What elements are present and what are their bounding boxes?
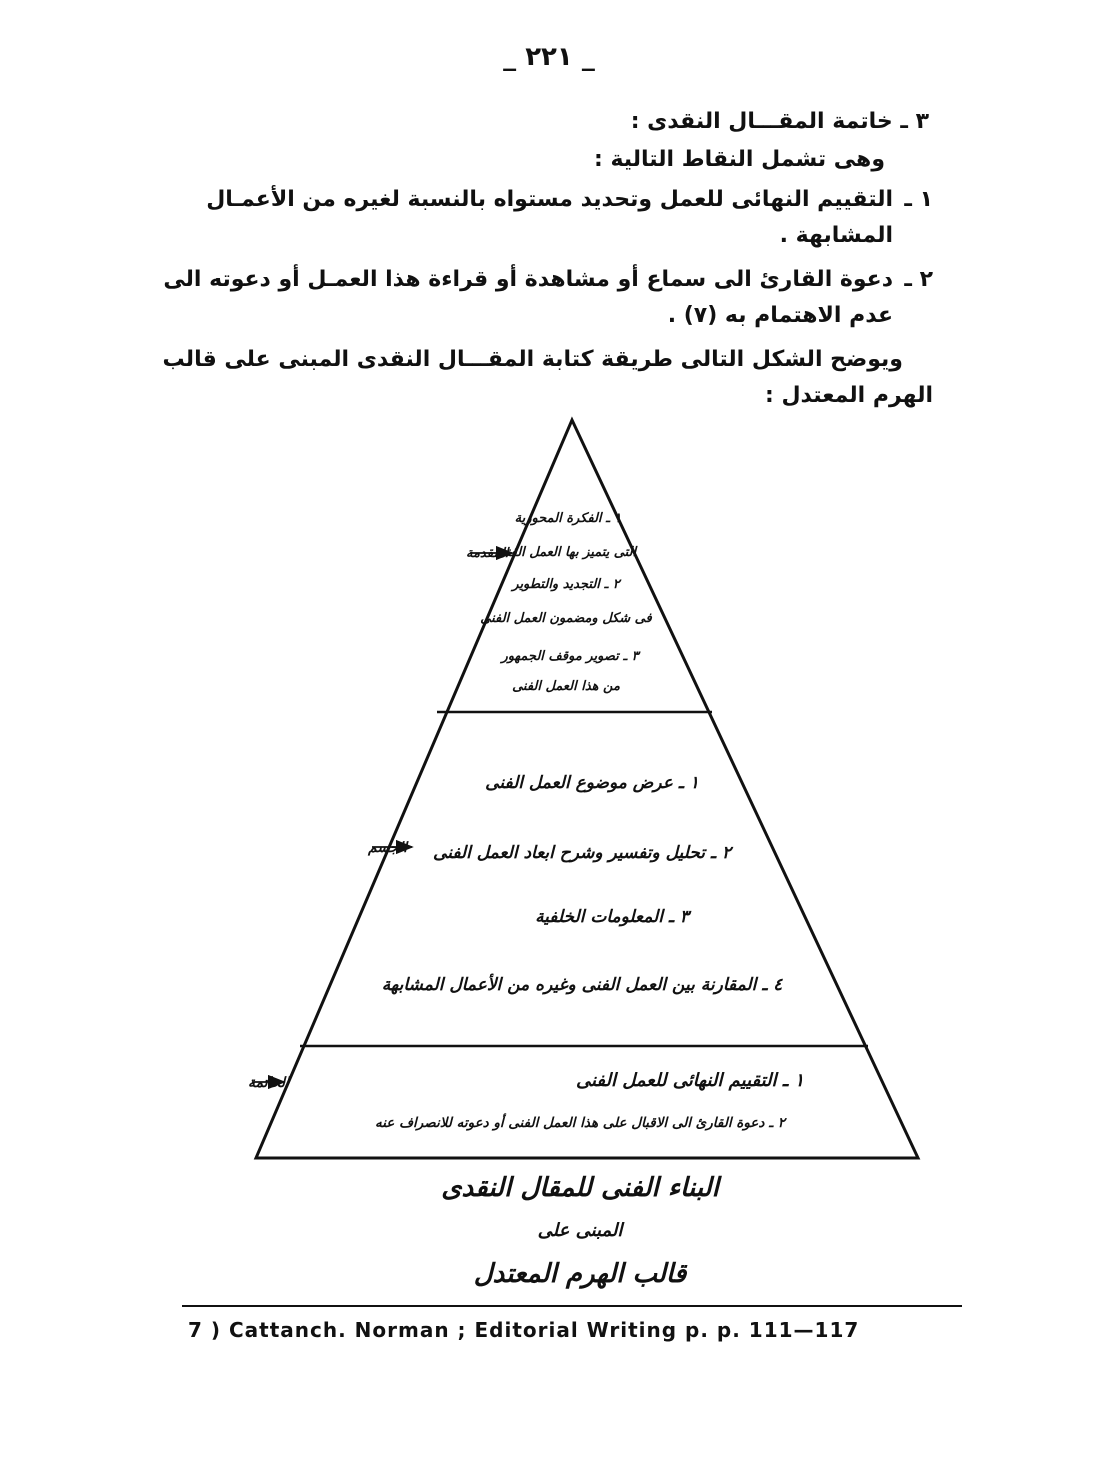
list-item-number: ٢ ـ — [904, 267, 933, 292]
body-line: ٢ ـ تحليل وتفسير وشرح ابعاد العمل الفنى — [433, 843, 731, 863]
footnote-divider — [182, 1305, 962, 1307]
list-item-text: التقييم النهائى للعمل وتحديد مستواه بالنسبة لغيره من الأعمـال المشابهة . — [206, 187, 893, 248]
caption-line: قالب الهرم المعتدل — [473, 1259, 687, 1289]
closing-paragraph: ويوضح الشكل التالى طريقة كتابة المقـــال النقدى المبنى على قالب الهرم المعتدل : — [162, 347, 933, 408]
apex-line: ٢ ـ التجديد والتطوير — [512, 577, 620, 592]
apex-line: من هذا العمل الفنى — [512, 679, 620, 694]
apex-line: ٣ ـ تصوير موقف الجمهور — [501, 649, 639, 664]
diagram-caption — [380, 1165, 780, 1297]
body-line: ٣ ـ المعلومات الخلفية — [535, 907, 689, 927]
caption-line: المبنى على — [537, 1220, 623, 1241]
intro-line: وهى تشمل النقاط التالية : — [593, 147, 885, 172]
list-item-number: ١ ـ — [904, 187, 933, 212]
footnote: 7 ) Cattanch. Norman ; Editorial Writing p. p. 111—117 — [188, 1318, 860, 1342]
apex-line: التى يتميز بها العمل الفنى — [495, 545, 637, 560]
base-label: الخاتمة — [248, 1075, 289, 1091]
body-line: ١ ـ عرض موضوع العمل الفنى — [485, 773, 699, 793]
apex-line: ١ ـ الفكرة المحورية — [514, 511, 622, 526]
apex-label: المقدمة — [466, 546, 509, 561]
body-label: الجسم — [368, 840, 407, 856]
body-line: ٤ ـ المقارنة بين العمل الفنى وغيره من الأعمال المشابهة — [381, 975, 783, 995]
base-line: ٢ ـ دعوة القارئ الى الاقبال على هذا العمل الفنى أو دعوته للانصراف عنه — [375, 1115, 785, 1131]
caption-line: البناء الفنى للمقال النقدى — [441, 1173, 719, 1203]
base-line: ١ ـ التقييم النهائى للعمل الفنى — [575, 1070, 805, 1091]
apex-line: فى شكل ومضمون العمل الفنى — [480, 611, 652, 626]
section-heading: ٣ ـ خاتمة المقـــال النقدى : — [630, 109, 929, 134]
page-number: _ ٢٢١ _ — [503, 42, 595, 72]
list-item-text: دعوة القارئ الى سماع أو مشاهدة أو قراءة هذا العمـل أو دعوته الى عدم الاهتمام به (٧) . — [163, 267, 893, 328]
